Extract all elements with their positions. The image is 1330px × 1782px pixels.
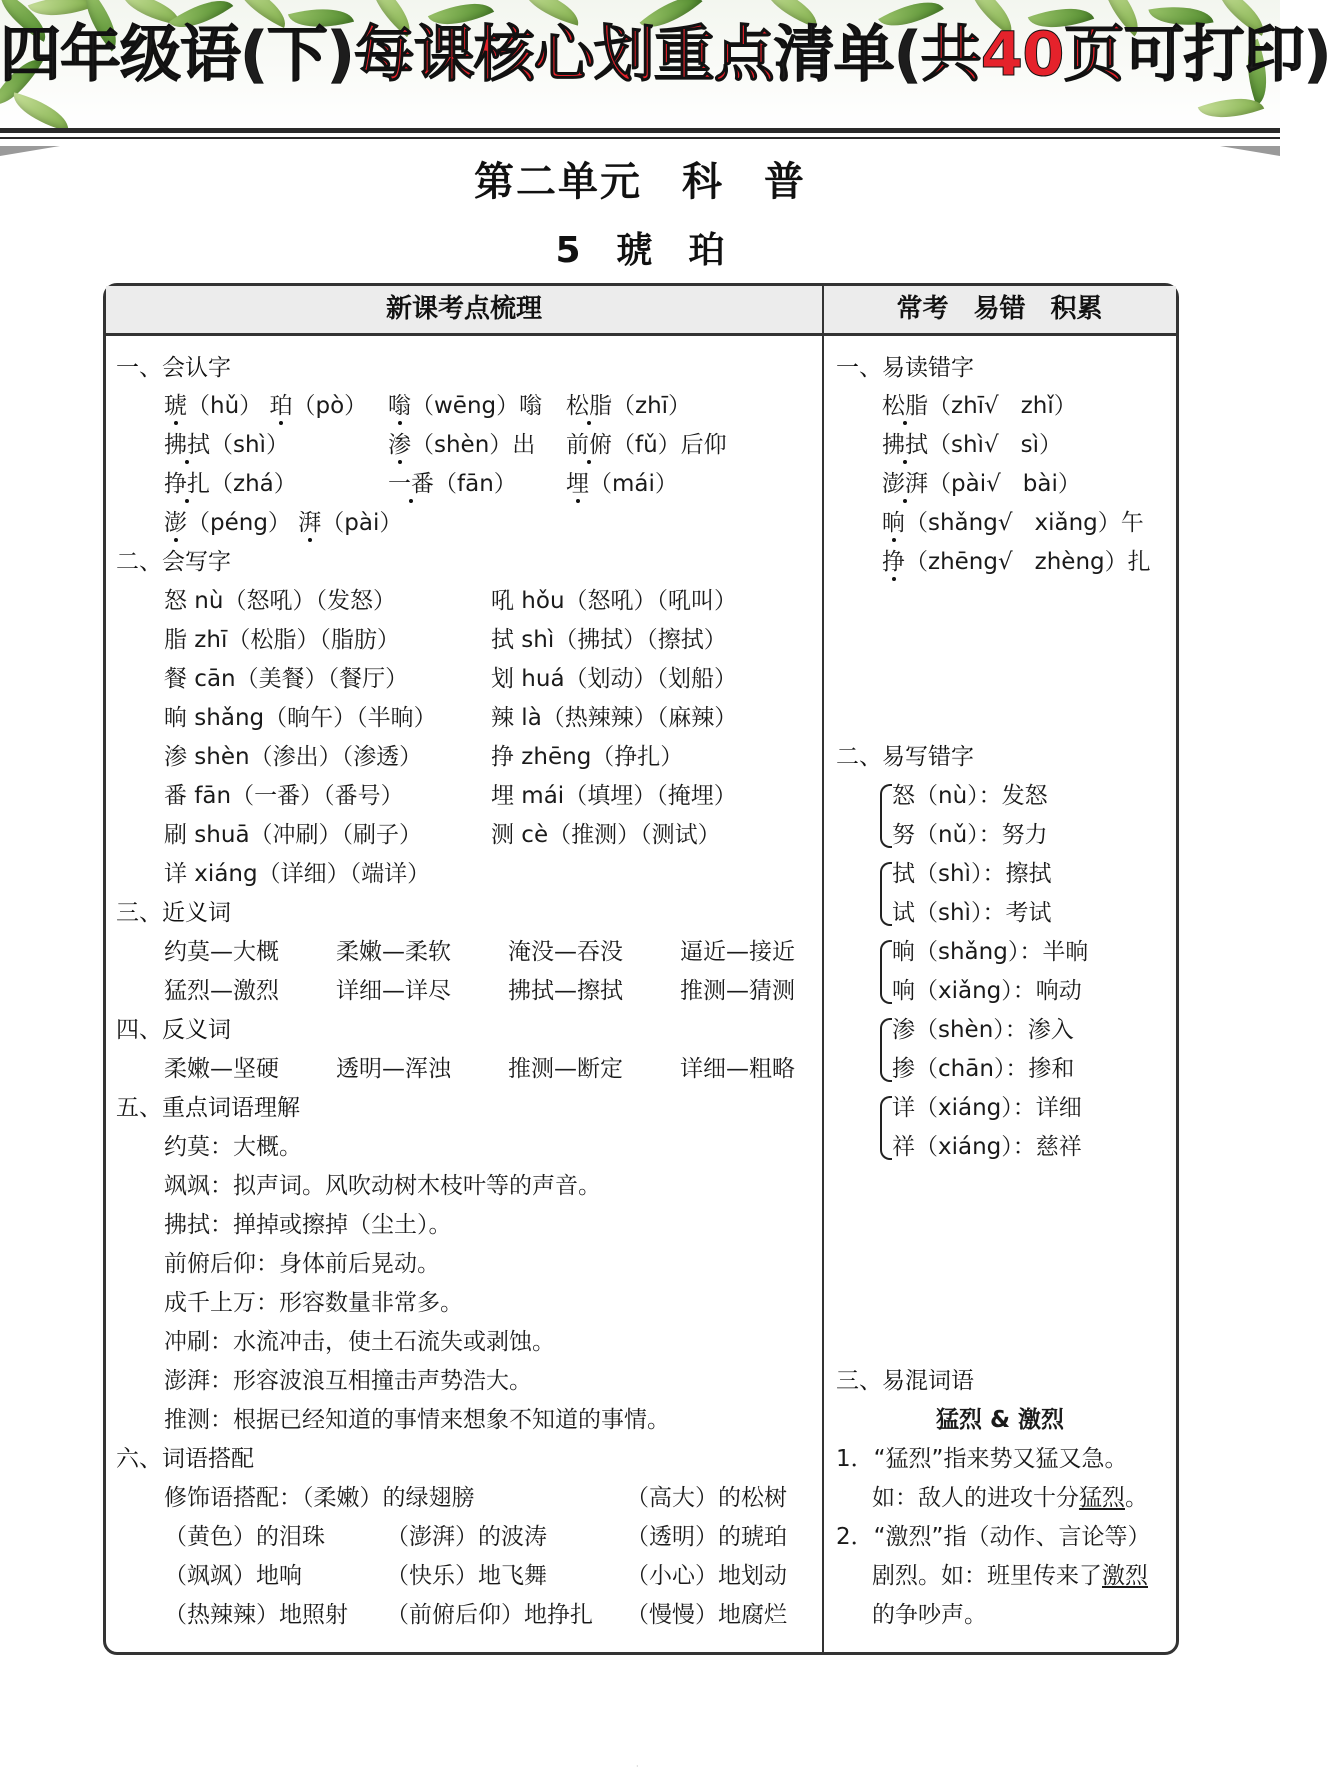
confusing-explanation: 2．“激烈”指（动作、言论等）	[836, 1524, 1151, 1550]
collocation-item: （飒飒）地响	[164, 1563, 302, 1589]
header-rule	[0, 128, 1280, 133]
pinyin: （hǔ）	[187, 393, 263, 419]
write-item: 番 fān（一番）（番号）	[164, 783, 404, 809]
write-item: 划 huá（划动）（划船）	[491, 666, 738, 692]
section-title: 三、易混词语	[836, 1368, 974, 1394]
write-item: 拭 shì（拂拭）（擦拭）	[491, 627, 727, 653]
recognize-item	[388, 386, 542, 426]
misread-item	[882, 386, 1077, 426]
write-item: 详 xiáng（详细）（端详）	[164, 861, 431, 887]
definition-line: 冲刷：水流冲击，使土石流失或剥蚀。	[164, 1329, 555, 1355]
write-item: 刷 shuā（冲刷）（刷子）	[164, 822, 423, 848]
section-title: 五、重点词语理解	[116, 1095, 300, 1121]
confusing-example	[872, 1556, 1148, 1596]
brace-icon	[880, 784, 892, 848]
dotted-char: 前俯	[566, 425, 612, 465]
dotted-char: 晌	[882, 503, 905, 543]
wrong-pinyin: zhèng）扎	[1034, 549, 1151, 575]
example-text: 剧烈。如：班里传来了	[872, 1563, 1102, 1589]
synonym-pair: 猛烈—激烈	[164, 978, 279, 1004]
underlined-word: 猛烈	[1079, 1485, 1125, 1511]
antonym-pair: 详细—粗略	[680, 1056, 795, 1082]
collocation-item: （前俯后仰）地挣扎	[386, 1602, 593, 1628]
section-title: 二、易写错字	[836, 744, 974, 770]
synonym-pair: 逼近—接近	[680, 939, 795, 965]
wrong-pinyin: bài）	[1022, 471, 1081, 497]
unit-title	[0, 150, 1280, 207]
unit-theme-char: 普	[764, 159, 806, 205]
pinyin: （mái）	[589, 471, 678, 497]
dotted-char: 拂拭	[164, 425, 210, 465]
brace-icon	[880, 1018, 892, 1082]
section-title: 二、会写字	[116, 549, 231, 575]
miswrite-item: 祥（xiáng）：慈祥	[892, 1134, 1082, 1160]
recognize-item	[388, 464, 517, 504]
recognize-item	[388, 425, 535, 465]
underlined-word: 激烈	[1102, 1563, 1148, 1589]
dotted-char: 松脂	[882, 386, 928, 426]
pinyin: （péng）	[187, 510, 291, 536]
recognize-row	[164, 386, 367, 426]
recognize-item	[566, 464, 678, 504]
confusing-explanation: 1．“猛烈”指来势又猛又急。	[836, 1446, 1128, 1472]
banner-title-highlight: 共40页	[920, 19, 1124, 90]
definition-line: 澎湃：形容波浪互相撞击声势浩大。	[164, 1368, 532, 1394]
pinyin: （fān）	[434, 471, 517, 497]
miswrite-item: 详（xiáng）：详细	[892, 1095, 1082, 1121]
miswrite-item: 掺（chān）：掺和	[892, 1056, 1075, 1082]
pinyin: （pò）	[292, 393, 368, 419]
write-item: 脂 zhī（松脂）（脂肪）	[164, 627, 400, 653]
dotted-char: 澎湃	[882, 464, 928, 504]
recognize-item	[566, 425, 727, 465]
collocation-item: （快乐）地飞舞	[386, 1563, 547, 1589]
collocation-item: （澎湃）的波涛	[386, 1524, 547, 1550]
correct-pinyin: （zhī√	[928, 393, 999, 419]
misread-item	[882, 542, 1151, 582]
header-rule	[0, 137, 1280, 139]
pinyin: （zhá）	[210, 471, 297, 497]
collocation-item: （黄色）的泪珠	[164, 1524, 325, 1550]
collocation-item: （热辣辣）地照射	[164, 1602, 348, 1628]
lesson-title-char: 珀	[688, 230, 725, 271]
write-item: 埋 mái（填埋）（掩埋）	[491, 783, 737, 809]
miswrite-item: 渗（shèn）：渗入	[892, 1017, 1074, 1043]
collocation-item: （小心）地划动	[626, 1563, 787, 1589]
recognize-item	[164, 503, 402, 543]
definition-line: 前俯后仰：身体前后晃动。	[164, 1251, 440, 1277]
collocation-item: （高大）的松树	[626, 1485, 787, 1511]
brace-icon	[880, 940, 892, 1004]
write-item: 挣 zhēng（挣扎）	[491, 744, 684, 770]
dotted-char: 一番	[388, 464, 434, 504]
miswrite-item: 晌（shǎng）：半晌	[892, 939, 1089, 965]
dotted-char: 嗡	[388, 386, 411, 426]
definition-line: 飒飒：拟声词。风吹动树木枝叶等的声音。	[164, 1173, 601, 1199]
definition-line: 成千上万：形容数量非常多。	[164, 1290, 463, 1316]
banner-title-part: 可打印)	[1123, 19, 1330, 90]
notes-table	[103, 283, 1179, 1655]
miswrite-item: 怒（nù）：发怒	[892, 783, 1048, 809]
section-title: 一、易读错字	[836, 355, 974, 381]
top-banner	[0, 0, 1330, 128]
pinyin: （fǔ）后仰	[612, 432, 727, 458]
pinyin: （pài）	[321, 510, 403, 536]
lesson-number: 5	[555, 230, 581, 271]
unit-theme-char: 科	[682, 159, 724, 205]
collocation-item: 修饰语搭配：（柔嫩）的绿翅膀	[164, 1485, 475, 1511]
write-item: 测 cè（推测）（测试）	[491, 822, 721, 848]
misread-item	[882, 464, 1081, 504]
section-title: 一、会认字	[116, 355, 231, 381]
dotted-char: 珀	[269, 386, 292, 426]
table-header	[106, 286, 1176, 336]
write-item: 辣 là（热辣辣）（麻辣）	[491, 705, 738, 731]
right-column-header: 常考 易错 积累	[896, 294, 1103, 324]
unit-name: 第二单元	[474, 159, 642, 205]
write-item: 怒 nù（怒吼）（发怒）	[164, 588, 396, 614]
banner-title-part: 清单(	[773, 19, 921, 90]
pinyin: （shèn）出	[411, 432, 536, 458]
lesson-title-char: 琥	[616, 230, 653, 271]
dotted-char: 挣扎	[164, 464, 210, 504]
dotted-char: 埋	[566, 464, 589, 504]
antonym-pair: 推测—断定	[508, 1056, 623, 1082]
brace-icon	[880, 1096, 892, 1160]
confusing-words-subtitle: 猛烈 & 激烈	[935, 1407, 1065, 1433]
miswrite-item: 努（nǔ）：努力	[892, 822, 1048, 848]
correct-pinyin: （shì√	[928, 432, 999, 458]
recognize-item	[164, 464, 297, 504]
confusing-example: 的争吵声。	[872, 1602, 987, 1628]
dotted-char: 琥	[164, 386, 187, 426]
recognize-item	[566, 386, 691, 426]
pinyin: （shì）	[210, 432, 289, 458]
dotted-char: 湃	[298, 503, 321, 543]
synonym-pair: 推测—猜测	[680, 978, 795, 1004]
section-title: 六、词语搭配	[116, 1446, 254, 1472]
wrong-pinyin: xiǎng）午	[1034, 510, 1144, 536]
section-title: 三、近义词	[116, 900, 231, 926]
correct-pinyin: （shǎng√	[905, 510, 1013, 536]
example-text: 如：敌人的进攻十分	[872, 1485, 1079, 1511]
miswrite-item: 拭（shì）：擦拭	[892, 861, 1052, 887]
synonym-pair: 淹没—吞没	[508, 939, 623, 965]
definition-line: 推测：根据已经知道的事情来想象不知道的事情。	[164, 1407, 670, 1433]
left-column-header: 新课考点梳理	[385, 294, 542, 324]
correct-pinyin: （pài√	[928, 471, 1001, 497]
page-footer-mark: ·	[636, 1762, 639, 1771]
definition-line: 拂拭：掸掉或擦掉（尘土）。	[164, 1212, 452, 1238]
banner-title-highlight: 每课核心划重点	[353, 19, 774, 90]
collocation-item: （透明）的琥珀	[626, 1524, 787, 1550]
antonym-pair: 柔嫩—坚硬	[164, 1056, 279, 1082]
dotted-char: 松脂	[566, 386, 612, 426]
lesson-title	[0, 222, 1280, 273]
definition-line: 约莫：大概。	[164, 1134, 302, 1160]
write-item: 吼 hǒu（怒吼）（吼叫）	[491, 588, 738, 614]
write-item: 渗 shèn（渗出）（渗透）	[164, 744, 423, 770]
miswrite-item: 响（xiǎng）：响动	[892, 978, 1082, 1004]
write-item: 餐 cān（美餐）（餐厅）	[164, 666, 409, 692]
antonym-pair: 透明—浑浊	[336, 1056, 451, 1082]
miswrite-item: 试（shì）：考试	[892, 900, 1052, 926]
section-title: 四、反义词	[116, 1017, 231, 1043]
dotted-char: 澎	[164, 503, 187, 543]
synonym-pair: 约莫—大概	[164, 939, 279, 965]
leaf-decoration	[8, 92, 74, 131]
synonym-pair: 柔嫩—柔软	[336, 939, 451, 965]
dotted-char: 渗	[388, 425, 411, 465]
misread-item	[882, 425, 1062, 465]
column-divider	[822, 286, 824, 1652]
collocation-item: （慢慢）地腐烂	[626, 1602, 787, 1628]
recognize-item	[164, 425, 289, 465]
pinyin: （zhī）	[612, 393, 692, 419]
dotted-char: 挣	[882, 542, 905, 582]
write-item: 晌 shǎng（晌午）（半晌）	[164, 705, 437, 731]
dotted-char: 拂拭	[882, 425, 928, 465]
synonym-pair: 拂拭—擦拭	[508, 978, 623, 1004]
banner-title-part: 四年级语(下)	[0, 19, 354, 90]
banner-title	[0, 6, 1330, 93]
misread-item	[882, 503, 1144, 543]
correct-pinyin: （zhēng√	[905, 549, 1013, 575]
example-text: 。	[1125, 1485, 1148, 1511]
brace-icon	[880, 862, 892, 926]
wrong-pinyin: zhǐ）	[1020, 393, 1077, 419]
synonym-pair: 详细—详尽	[336, 978, 451, 1004]
wrong-pinyin: sì）	[1020, 432, 1062, 458]
pinyin: （wēng）嗡	[411, 393, 543, 419]
confusing-example	[872, 1478, 1148, 1518]
